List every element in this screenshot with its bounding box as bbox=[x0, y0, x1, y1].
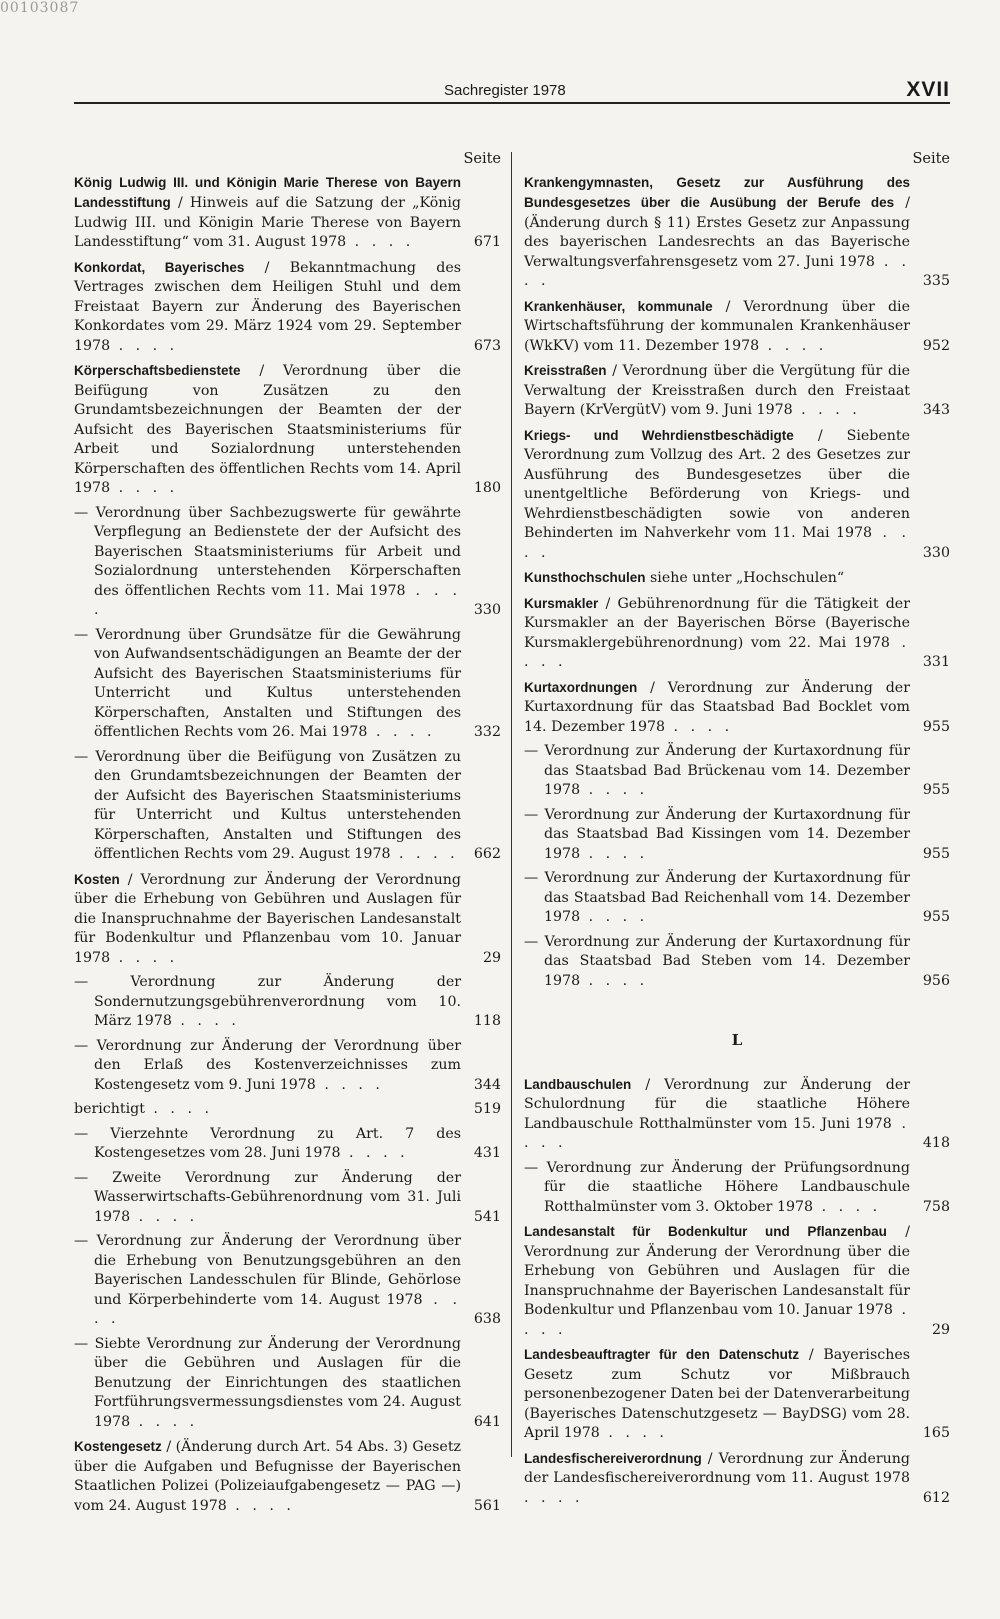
entry-text: — Verordnung zur Änderung der Kurtaxordnung für das Staatsbad Bad Reichenhall vom 14. Dezember 1978 bbox=[524, 870, 910, 925]
index-entry bbox=[74, 870, 501, 969]
entry-term: Landesanstalt für Bodenkultur und Pflanzenbau bbox=[524, 1224, 887, 1239]
leader-dots: . . . . bbox=[390, 846, 459, 862]
entry-page-number: 519 bbox=[473, 1101, 501, 1117]
leader-dots: . . . . bbox=[524, 253, 910, 289]
entry-text: / Verordnung über die Wirtschaftsführung der kommunalen Krankenhäuser (WkKV) vom 11. Dezember 1978 bbox=[524, 298, 910, 354]
entry-text: / Verordnung zur Änderung der Kurtaxordnung für das Staatsbad Bad Bocklet vom 14. Dezember 1978 bbox=[524, 679, 910, 735]
entry-page-number: 431 bbox=[473, 1145, 501, 1161]
index-entry bbox=[74, 173, 501, 253]
entry-page-number: 561 bbox=[473, 1497, 501, 1514]
entry-text: berichtigt bbox=[74, 1101, 145, 1117]
entry-text: / Bayerisches Gesetz zum Schutz vor Mißbrauch personenbezogener Daten bei der Datenverarbeitung (Bayerisches Datenschutzgesetz — BayDSG) vom 28. April 1978 bbox=[524, 1347, 911, 1441]
entry-text: / Verordnung zur Änderung der Landesfischereiverordnung vom 11. August 1978 bbox=[524, 1450, 910, 1486]
index-entry bbox=[524, 806, 950, 865]
entry-term: Landbauschulen bbox=[524, 1076, 632, 1092]
entry-page-number: 418 bbox=[922, 1135, 950, 1151]
entry-page-number: 330 bbox=[473, 602, 501, 618]
leader-dots: . . . . bbox=[110, 337, 179, 354]
entry-text: / Verordnung zur Änderung der Verordnung über die Erhebung von Gebühren und Auslagen für die Inanspruchnahme der Bayerischen Landesanstalt für Bodenkultur und Pflanzenbau vom 10. Januar 1978 bbox=[74, 871, 461, 966]
index-entry bbox=[74, 1169, 501, 1228]
index-entry bbox=[524, 361, 950, 421]
leader-dots: . . . . bbox=[580, 845, 649, 862]
entry-text: — Verordnung zur Änderung der Sondernutzungsgebührenverordnung vom 10. März 1978 bbox=[74, 974, 461, 1029]
entry-page-number: 673 bbox=[473, 337, 501, 354]
index-entry bbox=[524, 933, 950, 992]
entry-page-number: 956 bbox=[922, 972, 950, 989]
entry-term: Kunsthochschulen bbox=[524, 570, 646, 585]
entry-term: König Ludwig III. und Königin Marie Therese von Bayern Landesstiftung bbox=[74, 174, 461, 210]
index-entry bbox=[74, 1125, 501, 1164]
leader-dots: . . . . bbox=[226, 1497, 295, 1514]
leader-dots: . . . . bbox=[524, 634, 910, 670]
leader-dots: . . . . bbox=[130, 1208, 199, 1225]
index-entry bbox=[74, 504, 501, 621]
index-entry bbox=[74, 361, 501, 499]
entry-page-number: 180 bbox=[473, 480, 501, 496]
entry-page-number: 955 bbox=[922, 718, 950, 735]
leader-dots: . . . . bbox=[110, 949, 179, 966]
leader-dots: . . . . bbox=[665, 718, 734, 735]
entry-term: Krankengymnasten, Gesetz zur Ausführung des Bundesgesetzes über die Ausübung der Berufe des bbox=[524, 174, 910, 210]
entry-page-number: 955 bbox=[922, 782, 950, 798]
leader-dots: . . . . bbox=[580, 972, 649, 989]
index-entry bbox=[524, 426, 950, 564]
right-entries-l bbox=[524, 1075, 950, 1509]
entry-term: Kostengesetz bbox=[74, 1439, 162, 1454]
leader-dots: . . . . bbox=[524, 1115, 910, 1151]
entry-page-number: 955 bbox=[922, 845, 950, 862]
leader-dots: . . . . bbox=[524, 525, 910, 561]
section-letter: L bbox=[731, 1031, 743, 1049]
entry-page-number: 335 bbox=[922, 273, 950, 289]
entry-term: Krankenhäuser, kommunale bbox=[524, 298, 713, 314]
entry-page-number: 331 bbox=[922, 654, 950, 670]
index-entry bbox=[74, 1100, 501, 1120]
entry-page-number: 671 bbox=[473, 234, 501, 250]
leader-dots: . . . . bbox=[340, 1145, 409, 1161]
index-entry bbox=[74, 626, 501, 743]
entry-term: Konkordat, Bayerisches bbox=[74, 259, 245, 275]
entry-page-number: 952 bbox=[922, 337, 950, 354]
entry-page-number: 332 bbox=[473, 724, 501, 740]
right-entries bbox=[524, 173, 950, 992]
leader-dots: . . . . bbox=[759, 337, 828, 354]
leader-dots: . . . . bbox=[792, 402, 861, 418]
left-entries bbox=[74, 173, 501, 1517]
index-entry bbox=[524, 678, 950, 738]
index-entry bbox=[74, 973, 501, 1032]
index-entry bbox=[524, 173, 950, 292]
entry-text: / (Änderung durch § 11) Erstes Gesetz zur Anpassung des bayerischen Landesrechts an das Bayerische Verwaltungsverfahrensgesetz vom 27. Juni 1978 bbox=[524, 195, 910, 270]
header-page-number: XVII bbox=[906, 78, 950, 101]
entry-term: Kriegs- und Wehrdienstbeschädigte bbox=[524, 427, 794, 443]
header-rule bbox=[74, 102, 950, 104]
entry-term: Körperschaftsbedienstete bbox=[74, 363, 241, 378]
index-entry bbox=[524, 1075, 950, 1154]
index-entry bbox=[524, 297, 950, 357]
index-entry bbox=[524, 1222, 950, 1340]
leader-dots: . . . . bbox=[171, 1013, 240, 1029]
leader-dots: . . . . bbox=[367, 724, 436, 740]
entry-term: Kosten bbox=[74, 871, 120, 887]
index-entry bbox=[524, 1449, 950, 1509]
entry-text: — Verordnung zur Änderung der Kurtaxordnung für das Staatsbad Bad Steben vom 14. Dezember 1978 bbox=[524, 933, 910, 989]
entry-page-number: 662 bbox=[473, 846, 501, 862]
entry-text: — Verordnung über Sachbezugswerte für gewährte Verpflegung an Bedienstete der der Aufsicht des Bayerischen Staatsministeriums für Arbeit und Sozialordnung unterstehenden Körperschaften des öffentlichen Rechts vom 11. Mai 1978 bbox=[74, 504, 461, 599]
entry-text: / Bekanntmachung des Vertrages zwischen dem Heiligen Stuhl und dem Freistaat Bayern zur Änderung des Bayerischen Konkordates vom 29. März 1924 vom 29. September 1978 bbox=[74, 259, 462, 354]
left-column bbox=[74, 150, 501, 1521]
entry-page-number: 955 bbox=[922, 909, 950, 925]
entry-term: Kursmakler bbox=[524, 595, 599, 611]
entry-page-number: 165 bbox=[922, 1425, 950, 1441]
index-entry bbox=[74, 748, 501, 865]
entry-page-number: 29 bbox=[931, 1321, 950, 1338]
leader-dots: . . . . bbox=[130, 1413, 199, 1430]
entry-page-number: 758 bbox=[922, 1198, 950, 1215]
index-entry bbox=[524, 1159, 950, 1218]
leader-dots: . . . . bbox=[144, 1101, 213, 1117]
index-entry bbox=[524, 568, 950, 589]
leader-dots: . . . . bbox=[110, 480, 179, 496]
entry-text: — Verordnung zur Änderung der Verordnung über den Erlaß des Kostenverzeichnisses zum Kostengesetz vom 9. Juni 1978 bbox=[74, 1037, 461, 1093]
leader-dots: . . . . bbox=[94, 1291, 461, 1327]
leader-dots: . . . . bbox=[315, 1076, 384, 1093]
entry-term: Landesfischereiverordnung bbox=[524, 1450, 702, 1466]
entry-text: — Vierzehnte Verordnung zu Art. 7 des Kostengesetzes vom 28. Juni 1978 bbox=[74, 1125, 461, 1161]
entry-page-number: 641 bbox=[473, 1413, 501, 1430]
entry-text: / Verordnung über die Beifügung von Zusätzen zu den Grundamtsbezeichnungen der Beamten der der Aufsicht des Bayerischen Staatsministeriums für Arbeit und Sozialordnung unterstehenden Körperschaften des öffentlichen Rechts vom 14. April 1978 bbox=[74, 363, 461, 496]
entry-text: — Siebte Verordnung zur Änderung der Verordnung über die Gebühren und Auslagen für die Benutzung der Einrichtungen des staatlichen Fortführungsvermessungsdienstes vom 24. August 1978 bbox=[74, 1335, 461, 1430]
entry-text: siehe unter „Hochschulen“ bbox=[650, 570, 845, 586]
seite-label: Seite bbox=[463, 151, 501, 167]
entry-page-number: 343 bbox=[922, 402, 950, 418]
index-entry bbox=[524, 1345, 950, 1444]
column-divider bbox=[511, 152, 512, 1457]
page-header bbox=[74, 78, 950, 102]
index-entry bbox=[74, 258, 501, 357]
leader-dots: . . . . bbox=[346, 234, 415, 250]
index-entry bbox=[524, 869, 950, 928]
index-entry bbox=[524, 594, 950, 673]
seite-label: Seite bbox=[912, 151, 950, 167]
header-title: Sachregister 1978 bbox=[444, 82, 566, 99]
leader-dots: . . . . bbox=[524, 1489, 584, 1506]
index-entry bbox=[74, 1232, 501, 1330]
leader-dots: . . . . bbox=[94, 582, 461, 618]
entry-text: — Verordnung zur Änderung der Prüfungsordnung für die staatliche Höhere Landbauschule Rotthalmünster vom 3. Oktober 1978 bbox=[524, 1159, 910, 1215]
leader-dots: . . . . bbox=[580, 782, 649, 798]
leader-dots: . . . . bbox=[524, 1302, 910, 1338]
entry-text: / Hinweis auf die Satzung der „König Ludwig III. und Königin Marie Therese von Bayern Landesstiftung“ vom 31. August 1978 bbox=[74, 195, 461, 250]
entry-page-number: 638 bbox=[473, 1311, 501, 1327]
entry-term: Kurtaxordnungen bbox=[524, 679, 638, 695]
entry-term: Landesbeauftragter für den Datenschutz bbox=[524, 1347, 800, 1362]
index-entry bbox=[74, 1437, 501, 1516]
entry-text: / Verordnung zur Änderung der Verordnung über die Erhebung von Gebühren und Auslagen für die Inanspruchnahme der Bayerischen Landesanstalt für Bodenkultur und Pflanzenbau vom 10. Januar 1978 bbox=[524, 1224, 910, 1318]
right-column bbox=[524, 150, 950, 1513]
index-entry bbox=[74, 1335, 501, 1433]
entry-page-number: 29 bbox=[482, 949, 501, 966]
entry-term: Kreisstraßen bbox=[524, 363, 607, 378]
entry-text: / Verordnung zur Änderung der Schulordnung für die staatliche Höhere Landbauschule Rotthalmünster vom 15. Juni 1978 bbox=[524, 1076, 910, 1132]
archive-stamp: 00103087 bbox=[0, 0, 80, 16]
entry-page-number: 612 bbox=[922, 1489, 950, 1506]
leader-dots: . . . . bbox=[580, 909, 649, 925]
entry-page-number: 330 bbox=[922, 544, 950, 561]
entry-text: — Verordnung zur Änderung der Kurtaxordnung für das Staatsbad Bad Brückenau vom 14. Dezember 1978 bbox=[524, 743, 910, 798]
leader-dots: . . . . bbox=[599, 1425, 668, 1441]
entry-text: — Verordnung über die Beifügung von Zusätzen zu den Grundamtsbezeichnungen der Beamten der der Aufsicht des Bayerischen Staatsministeriums für Unterricht und Kultus unterstehenden Körperschaften, Anstalten und Stiftungen des öffentlichen Rechts vom 29. August 1978 bbox=[74, 748, 461, 862]
entry-page-number: 118 bbox=[473, 1013, 501, 1029]
entry-text: / Siebente Verordnung zum Vollzug des Art. 2 des Gesetzes zur Ausführung des Bundesgesetzes über die unentgeltliche Beförderung von Kriegs- und Wehrdienstbeschädigten sowie von anderen Behinderten im Nahverkehr vom 11. Mai 1978 bbox=[524, 427, 911, 541]
entry-text: — Zweite Verordnung zur Änderung der Wasserwirtschafts-Gebührenordnung vom 31. Juli 1978 bbox=[74, 1169, 461, 1225]
entry-text: / Gebührenordnung für die Tätigkeit der Kursmakler an der Bayerischen Börse (Bayerische Kursmaklergebührenordnung) vom 22. Mai 1978 bbox=[524, 595, 910, 651]
leader-dots: . . . . bbox=[813, 1198, 882, 1215]
index-entry bbox=[524, 742, 950, 801]
entry-text: / (Änderung durch Art. 54 Abs. 3) Gesetz über die Aufgaben und Befugnisse der Bayerischen Staatlichen Polizei (Polizeiaufgabengesetz — PAG —) vom 24. August 1978 bbox=[74, 1439, 462, 1514]
entry-page-number: 541 bbox=[473, 1208, 501, 1225]
entry-text: — Verordnung über Grundsätze für die Gewährung von Aufwandsentschädigungen an Beamte der der Aufsicht des Bayerischen Staatsministeriums für Unterricht und Kultus unterstehenden Körperschaften, Anstalten und Stiftungen des öffentlichen Rechts vom 26. Mai 1978 bbox=[74, 626, 461, 740]
entry-text: / Verordnung über die Vergütung für die Verwaltung der Kreisstraßen durch den Freistaat Bayern (KrVergütV) vom 9. Juni 1978 bbox=[524, 363, 910, 418]
index-entry bbox=[74, 1037, 501, 1096]
entry-text: — Verordnung zur Änderung der Verordnung über die Erhebung von Benutzungsgebühren an den Bayerischen Landesschulen für Blinde, Gehörlose und Körperbehinderte vom 14. August 1978 bbox=[74, 1233, 461, 1308]
entry-page-number: 344 bbox=[473, 1076, 501, 1093]
entry-text: — Verordnung zur Änderung der Kurtaxordnung für das Staatsbad Bad Kissingen vom 14. Dezember 1978 bbox=[524, 806, 910, 862]
